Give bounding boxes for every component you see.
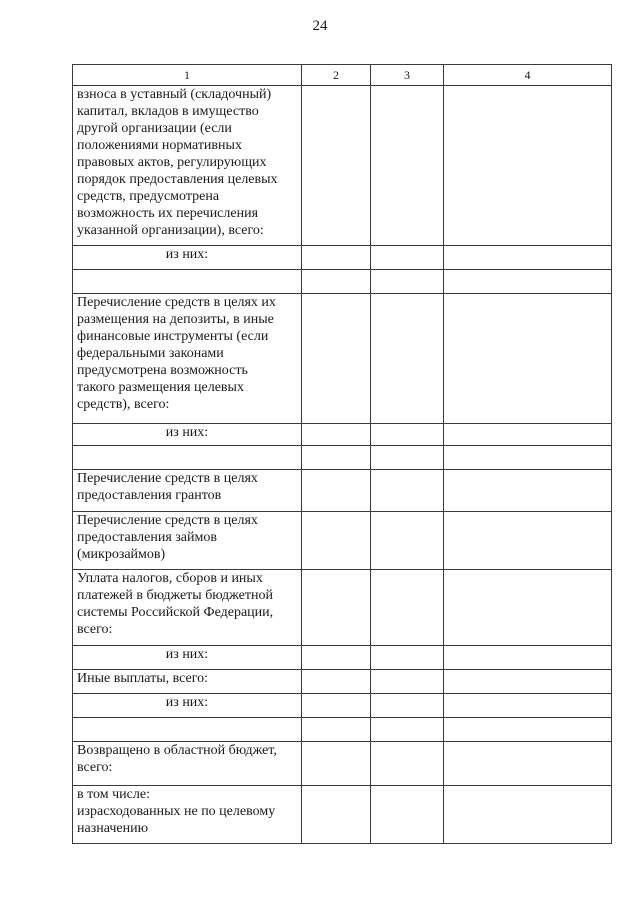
- table-row: [73, 742, 612, 786]
- table-row: [73, 446, 612, 470]
- table-cell: [444, 786, 612, 844]
- row-label-taxes: Уплата налогов, сборов и иных платежей в бюджеты бюджетной системы Российской Федерации, всего:: [73, 570, 302, 646]
- table-cell: [302, 742, 371, 786]
- table-cell: [371, 470, 444, 512]
- column-header-1: 1: [73, 65, 302, 86]
- table-cell: [444, 470, 612, 512]
- row-label-of-which: из них:: [73, 646, 302, 670]
- table-cell: [444, 270, 612, 294]
- table-row: [73, 270, 612, 294]
- row-label-loans: Перечисление средств в целях предоставления займов (микрозаймов): [73, 512, 302, 570]
- row-label-misused-funds: в том числе: израсходованных не по целевому назначению: [73, 786, 302, 844]
- table-cell: [444, 512, 612, 570]
- table-cell: [371, 446, 444, 470]
- table-cell: [302, 694, 371, 718]
- table-cell: [371, 742, 444, 786]
- table-cell: [302, 786, 371, 844]
- column-header-2: 2: [302, 65, 371, 86]
- table-cell: [302, 570, 371, 646]
- row-label-capital-contribution: взноса в уставный (складочный) капитал, вкладов в имущество другой организации (если положениями нормативных правовых актов, регулирующих порядок предоставления целевых средств, предусмотрена возможность их перечисления указанной организации), всего:: [73, 86, 302, 246]
- table-cell: [371, 718, 444, 742]
- table-cell: [302, 424, 371, 446]
- table-cell: [444, 424, 612, 446]
- table-cell: [371, 570, 444, 646]
- row-label-returned-to-budget: Возвращено в областной бюджет, всего:: [73, 742, 302, 786]
- table-cell: [444, 670, 612, 694]
- table-cell: [371, 246, 444, 270]
- table-cell: [371, 670, 444, 694]
- table-cell: [371, 86, 444, 246]
- table-cell: [371, 694, 444, 718]
- table-row: [73, 470, 612, 512]
- table-row: [73, 570, 612, 646]
- table-row: [73, 294, 612, 424]
- table-cell: [371, 270, 444, 294]
- table-row: [73, 718, 612, 742]
- row-label-other-payments: Иные выплаты, всего:: [73, 670, 302, 694]
- table-cell: [302, 718, 371, 742]
- table-cell: [371, 294, 444, 424]
- table-cell: [444, 446, 612, 470]
- row-label-deposits: Перечисление средств в целях их размещения на депозиты, в иные финансовые инструменты (если федеральными законами предусмотрена возможность такого размещения целевых средств), всего:: [73, 294, 302, 424]
- row-label-empty: [73, 270, 302, 294]
- row-label-of-which: из них:: [73, 424, 302, 446]
- table-cell: [302, 646, 371, 670]
- table-cell: [371, 646, 444, 670]
- table-cell: [444, 646, 612, 670]
- table-row: [73, 86, 612, 246]
- table-row: [73, 424, 612, 446]
- table-cell: [302, 270, 371, 294]
- table-row: [73, 512, 612, 570]
- row-label-grants: Перечисление средств в целях предоставления грантов: [73, 470, 302, 512]
- table-cell: [444, 570, 612, 646]
- table-cell: [302, 670, 371, 694]
- table-cell: [302, 246, 371, 270]
- table-cell: [302, 294, 371, 424]
- row-label-empty: [73, 718, 302, 742]
- table-cell: [302, 470, 371, 512]
- page-number: 24: [312, 18, 328, 34]
- table-row: [73, 786, 612, 844]
- report-table: [72, 64, 612, 844]
- row-label-of-which: из них:: [73, 246, 302, 270]
- table-cell: [444, 694, 612, 718]
- table-cell: [371, 424, 444, 446]
- table-cell: [302, 446, 371, 470]
- table-row: [73, 246, 612, 270]
- column-header-4: 4: [444, 65, 612, 86]
- table-cell: [444, 294, 612, 424]
- column-header-3: 3: [371, 65, 444, 86]
- table-cell: [302, 512, 371, 570]
- table-row: [73, 670, 612, 694]
- table-cell: [444, 742, 612, 786]
- table-cell: [371, 512, 444, 570]
- table-cell: [444, 86, 612, 246]
- table-cell: [371, 786, 444, 844]
- table-cell: [444, 246, 612, 270]
- row-label-of-which: из них:: [73, 694, 302, 718]
- row-label-empty: [73, 446, 302, 470]
- table-cell: [444, 718, 612, 742]
- table-row: [73, 646, 612, 670]
- table-row: [73, 694, 612, 718]
- table-cell: [302, 86, 371, 246]
- table-header-row: [73, 65, 612, 86]
